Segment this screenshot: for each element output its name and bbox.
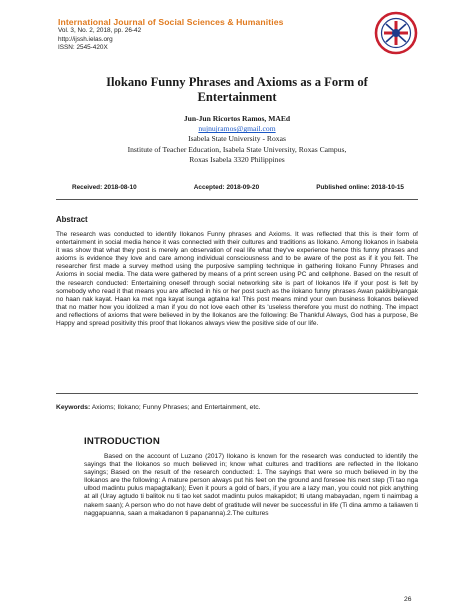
author-affiliation-3: Roxas Isabela 3320 Philippines [189, 154, 285, 164]
received-date: Received: 2018-08-10 [72, 184, 137, 191]
article-title-line-1: Ilokano Funny Phrases and Axioms as a Form of [106, 75, 368, 89]
author-affiliation-1: Isabela State University - Roxas [188, 134, 286, 144]
introduction-text: Based on the account of Luzano (2017) Ilokano is known for the research was conducted to identify the sayings that the Ilokanos so much believed in; know what cultures and traditions are reflected in the Ilokano sayings; Based on the result of the research conducted: 1. The sayings that were so much believed in by the Ilokanos are the following: A mature person always put his feet on the ground and foresee his next step (Ti tao nga ulbod madintu pulus mapagtalkan); Even it pours a gold of bars, if you are a lazy man, you could not pick anything at all (Uray agtudo ti balitok nu ti tao ket sadot madintu pulos makapidot; Iti utang mabayadan, ngem ti naimbag a nakem saan); A person who do not have debt of gratitude will never be successful in life (Ti dina ammo a taliawen ti naggapuanna, saan a makadanon ti papananna).2.The cultures [84, 453, 418, 517]
divider-top [56, 199, 418, 200]
journal-issn: ISSN: 2545-420X [58, 44, 108, 52]
abstract-heading: Abstract [56, 215, 88, 224]
page-number: 26 [404, 596, 412, 603]
journal-title: International Journal of Social Sciences & Humanities [58, 17, 284, 27]
divider-bottom [56, 393, 418, 394]
author-block [40, 114, 434, 165]
article-title [40, 75, 434, 105]
introduction-heading: INTRODUCTION [84, 436, 160, 447]
article-title-line-2: Entertainment [197, 90, 277, 104]
journal-header [58, 17, 378, 53]
article-dates [72, 184, 404, 191]
keywords-line [56, 404, 418, 411]
author-email-link[interactable]: nujnujramos@gmail.com [198, 124, 276, 134]
journal-url: http://ijssh.ielas.org [58, 35, 113, 43]
journal-volume: Vol. 3, No. 2, 2018, pp. 26-42 [58, 27, 142, 34]
author-name: Jun-Jun Ricortos Ramos, MAEd [183, 114, 291, 123]
author-affiliation-2: Institute of Teacher Education, Isabela State University, Roxas Campus, [127, 144, 347, 154]
published-date: Published online: 2018-10-15 [316, 184, 404, 191]
keywords-text: Axioms; Ilokano; Funny Phrases; and Entertainment, etc. [90, 404, 261, 411]
journal-logo-icon [374, 11, 418, 55]
accepted-date: Accepted: 2018-09-20 [193, 184, 260, 191]
keywords-label: Keywords: [56, 404, 91, 411]
abstract-text: The research was conducted to identify Ilokanos Funny phrases and Axioms. It was reflected that this is their form of entertainment in social media hence it was connected with their cultures and traditions as Ilokano. Among Ilokanos in Isabela it was show that what they post is merely an observation of real life what they've experience hence this funny phrases and axioms is evidence they love and care among individual consciousness and to be aware of the post as if it you felt. The researcher first made a survey method using the purposive sampling technique in gathering Ilokano Funny Phrases and Axioms in social media. The data were gathered by means of a print screen using PC and cellphone. Based on the result of the research conducted: Entertaining oneself through social networking site is part of Ilokanos life if your post is felt by somebody who read it that means you are affected in his or her post such as the ilokano funny phrases Awan pakikibiyangak no haan nak kayat. Haan ka met nga kayat isunga agtalna ka! This post means mind your own business Ilokanos believed that no matter how you idolized a man if you do not love each other its 'useless therefore you must do nothing. The impact and reflections of axioms that were believed in by the Ilokanos are the following: Be Thankful Always, God has a purpose, Be Happy and spread positivity this proof that Ilokanos always view the positive side of our life. [56, 231, 418, 328]
